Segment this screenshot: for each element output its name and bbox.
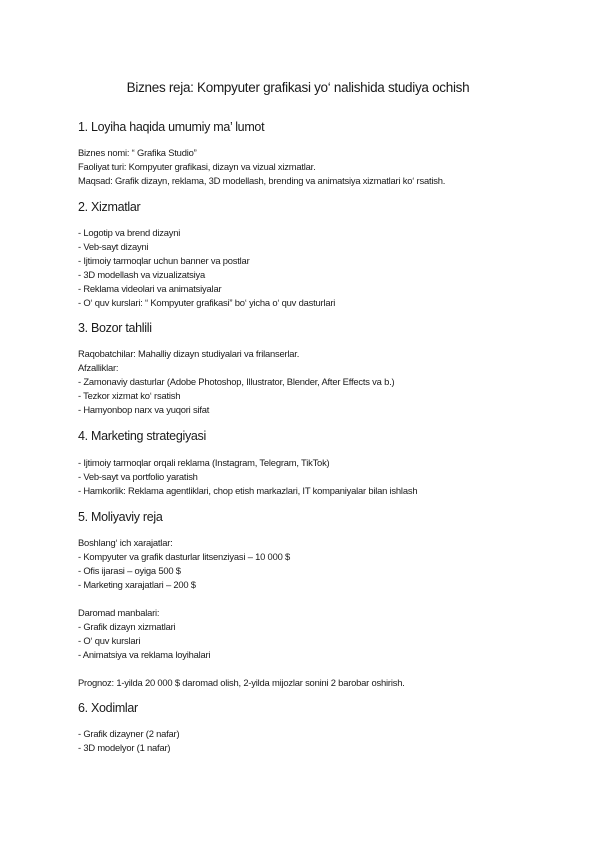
section-1-heading: 1. Loyiha haqida umumiy ma’ lumot — [78, 120, 265, 134]
section-6-heading: 6. Xodimlar — [78, 701, 138, 715]
prognosis-line: Prognoz: 1-yilda 20 000 $ daromad olish, 2-yilda mijozlar sonini 2 barobar oshirish. — [78, 677, 405, 688]
section-1-line: Faoliyat turi: Kompyuter grafikasi, dizayn va vizual xizmatlar. — [78, 161, 316, 172]
section-6-line: - Grafik dizayner (2 nafar) — [78, 728, 180, 739]
section-5-line: - Marketing xarajatlari – 200 $ — [78, 579, 196, 590]
section-5-line: - Ofis ijarasi – oyiga 500 $ — [78, 565, 181, 576]
section-5-line: - O‘ quv kurslari — [78, 635, 141, 646]
section-2-line: - Ijtimoiy tarmoqlar uchun banner va postlar — [78, 255, 250, 266]
section-3-heading: 3. Bozor tahlili — [78, 321, 152, 335]
section-1-line: Biznes nomi: “ Grafika Studio” — [78, 147, 197, 158]
section-3-line: Afzalliklar: — [78, 362, 119, 373]
section-2-line: - 3D modellash va vizualizatsiya — [78, 269, 205, 280]
section-4-line: - Hamkorlik: Reklama agentliklari, chop etish markazlari, IT kompaniyalar bilan ishlash — [78, 485, 418, 496]
section-3-line: - Tezkor xizmat ko‘ rsatish — [78, 390, 181, 401]
section-2-heading: 2. Xizmatlar — [78, 200, 141, 214]
section-4-line: - Ijtimoiy tarmoqlar orqali reklama (Instagram, Telegram, TikTok) — [78, 457, 330, 468]
section-5-heading: 5. Moliyaviy reja — [78, 510, 163, 524]
section-5-line: - Animatsiya va reklama loyihalari — [78, 649, 211, 660]
section-5-line: - Kompyuter va grafik dasturlar litsenziyasi – 10 000 $ — [78, 551, 291, 562]
section-2-line: - Reklama videolari va animatsiyalar — [78, 283, 222, 294]
section-5-line: Boshlang‘ ich xarajatlar: — [78, 537, 173, 548]
section-3-line: - Zamonaviy dasturlar (Adobe Photoshop, Illustrator, Blender, After Effects va b.) — [78, 376, 395, 387]
section-6-line: - 3D modelyor (1 nafar) — [78, 742, 171, 753]
section-1-line: Maqsad: Grafik dizayn, reklama, 3D modellash, brending va animatsiya xizmatlari ko‘ rsatish. — [78, 175, 446, 186]
section-4-heading: 4. Marketing strategiyasi — [78, 429, 206, 443]
section-2-line: - O‘ quv kurslari: “ Kompyuter grafikasi” bo‘ yicha o‘ quv dasturlari — [78, 297, 336, 308]
section-2-line: - Veb-sayt dizayni — [78, 241, 149, 252]
section-2-line: - Logotip va brend dizayni — [78, 227, 181, 238]
section-3-line: - Hamyonbop narx va yuqori sifat — [78, 404, 210, 415]
section-5-line: Daromad manbalari: — [78, 607, 160, 618]
section-3-line: Raqobatchilar: Mahalliy dizayn studiyalari va frilanserlar. — [78, 348, 300, 359]
document-title: Biznes reja: Kompyuter grafikasi yo‘ nalishida studiya ochish — [126, 80, 470, 95]
section-4-line: - Veb-sayt va portfolio yaratish — [78, 471, 198, 482]
section-5-line: - Grafik dizayn xizmatlari — [78, 621, 176, 632]
